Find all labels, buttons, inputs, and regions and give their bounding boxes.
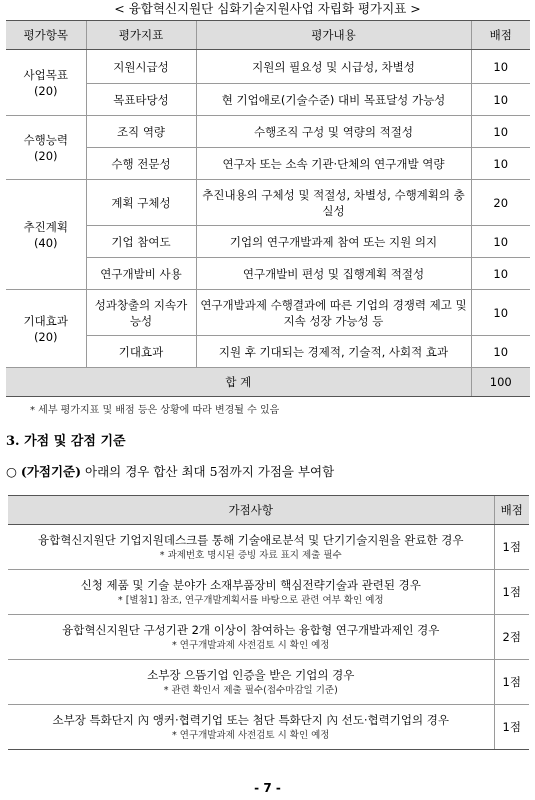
content-cell: 연구자 또는 소속 기관·단체의 연구개발 역량 bbox=[196, 148, 471, 180]
category-label: 수행능력 bbox=[23, 132, 68, 147]
category-cell bbox=[6, 50, 86, 116]
section-heading: 3. 가점 및 감점 기준 bbox=[6, 434, 126, 449]
total-label: 합 계 bbox=[6, 368, 471, 397]
indicator-cell: 연구개발비 사용 bbox=[86, 258, 196, 290]
score-cell: 10 bbox=[471, 84, 530, 116]
table-row bbox=[6, 290, 530, 336]
score-cell: 10 bbox=[471, 258, 530, 290]
score-cell: 10 bbox=[471, 116, 530, 148]
bonus-item-main: 소부장 특화단지 內 앵커·협력기업 또는 첨단 특화단지 內 선도·협력기업의 경우 bbox=[52, 712, 449, 727]
page-title: < 융합혁신지원단 심화기술지원사업 자립화 평가지표 > bbox=[114, 1, 421, 16]
table-row bbox=[6, 116, 530, 148]
bonus-score-cell: 1점 bbox=[494, 660, 529, 705]
bonus-item-cell bbox=[8, 660, 494, 705]
score-cell: 10 bbox=[471, 336, 530, 368]
content-cell: 지원 후 기대되는 경제적, 기술적, 사회적 효과 bbox=[196, 336, 471, 368]
bonus-score-cell: 1점 bbox=[494, 705, 529, 750]
page-number: - 7 - bbox=[254, 781, 281, 795]
bonus-item-note: * 관련 확인서 제출 필수(접수마감일 기준) bbox=[163, 684, 338, 696]
category-points: (40) bbox=[33, 235, 58, 250]
category-label: 기대효과 bbox=[23, 313, 68, 328]
bonus-item-note: * 연구개발과제 사전검토 시 확인 예정 bbox=[171, 639, 330, 651]
table-row bbox=[8, 615, 529, 660]
content-cell: 추진내용의 구체성 및 적절성, 차별성, 수행계획의 충실성 bbox=[196, 180, 471, 226]
category-cell bbox=[6, 290, 86, 368]
indicator-cell: 성과창출의 지속가능성 bbox=[86, 290, 196, 336]
footnote: * 세부 평가지표 및 배점 등은 상황에 따라 변경될 수 있음 bbox=[30, 405, 280, 416]
bonus-score-cell: 1점 bbox=[494, 525, 529, 570]
bonus-item-main: 융합혁신지원단 기업지원데스크를 통해 기술애로분석 및 단기기술지원을 완료한 경우 bbox=[37, 532, 464, 547]
content-cell: 연구개발과제 수행결과에 따른 기업의 경쟁력 제고 및 지속 성장 가능성 등 bbox=[196, 290, 471, 336]
evaluation-table bbox=[6, 20, 530, 397]
category-cell bbox=[6, 180, 86, 290]
header-bonus-score: 배점 bbox=[494, 496, 529, 525]
bonus-item-cell bbox=[8, 705, 494, 750]
bonus-score-cell: 1점 bbox=[494, 570, 529, 615]
total-score: 100 bbox=[471, 368, 530, 397]
content-cell: 기업의 연구개발과제 참여 또는 지원 의지 bbox=[196, 226, 471, 258]
category-cell bbox=[6, 116, 86, 180]
score-cell: 20 bbox=[471, 180, 530, 226]
bonus-intro bbox=[6, 462, 334, 480]
bonus-item-main: 융합혁신지원단 구성기관 2개 이상이 참여하는 융합형 연구개발과제인 경우 bbox=[62, 622, 440, 637]
indicator-cell: 지원시급성 bbox=[86, 50, 196, 84]
bonus-item-cell bbox=[8, 570, 494, 615]
content-cell: 지원의 필요성 및 시급성, 차별성 bbox=[196, 50, 471, 84]
bonus-item-note: * [별첨1] 참조, 연구개발계획서를 바탕으로 관련 여부 확인 예정 bbox=[117, 594, 384, 606]
score-cell: 10 bbox=[471, 50, 530, 84]
indicator-cell: 기업 참여도 bbox=[86, 226, 196, 258]
content-cell: 수행조직 구성 및 역량의 적절성 bbox=[196, 116, 471, 148]
bonus-item-cell bbox=[8, 525, 494, 570]
bonus-item-note: * 연구개발과제 사전검토 시 확인 예정 bbox=[171, 729, 330, 741]
bonus-score-cell: 2점 bbox=[494, 615, 529, 660]
category-points: (20) bbox=[33, 148, 58, 163]
bonus-intro-text: 아래의 경우 합산 최대 5점까지 가점을 부여함 bbox=[85, 464, 335, 479]
indicator-cell: 계획 구체성 bbox=[86, 180, 196, 226]
category-points: (20) bbox=[33, 83, 58, 98]
bonus-table bbox=[8, 495, 529, 750]
indicator-cell: 수행 전문성 bbox=[86, 148, 196, 180]
bonus-item-main: 신청 제품 및 기술 분야가 소재부품장비 핵심전략기술과 관련된 경우 bbox=[80, 577, 421, 592]
table-row bbox=[8, 525, 529, 570]
category-points: (20) bbox=[33, 329, 58, 344]
score-cell: 10 bbox=[471, 148, 530, 180]
table-row bbox=[6, 180, 530, 226]
header-category: 평가항목 bbox=[6, 21, 86, 50]
score-cell: 10 bbox=[471, 290, 530, 336]
total-row bbox=[6, 368, 530, 397]
bonus-item-cell bbox=[8, 615, 494, 660]
bullet-icon: ○ bbox=[6, 464, 17, 479]
indicator-cell: 기대효과 bbox=[86, 336, 196, 368]
table-row bbox=[8, 570, 529, 615]
content-cell: 연구개발비 편성 및 집행계획 적절성 bbox=[196, 258, 471, 290]
bonus-item-main: 소부장 으뜸기업 인증을 받은 기업의 경우 bbox=[147, 667, 355, 682]
bonus-intro-label: (가점기준) bbox=[20, 464, 82, 479]
header-bonus-item: 가점사항 bbox=[8, 496, 494, 525]
table-row bbox=[8, 660, 529, 705]
bonus-item-note: * 과제번호 명시된 증빙 자료 표지 제출 필수 bbox=[159, 549, 342, 561]
header-content: 평가내용 bbox=[196, 21, 471, 50]
header-indicator: 평가지표 bbox=[86, 21, 196, 50]
indicator-cell: 목표타당성 bbox=[86, 84, 196, 116]
table-row bbox=[6, 50, 530, 84]
header-score: 배점 bbox=[471, 21, 530, 50]
category-label: 추진계획 bbox=[23, 219, 68, 234]
score-cell: 10 bbox=[471, 226, 530, 258]
content-cell: 현 기업애로(기술수준) 대비 목표달성 가능성 bbox=[196, 84, 471, 116]
table-row bbox=[8, 705, 529, 750]
category-label: 사업목표 bbox=[23, 67, 68, 82]
indicator-cell: 조직 역량 bbox=[86, 116, 196, 148]
